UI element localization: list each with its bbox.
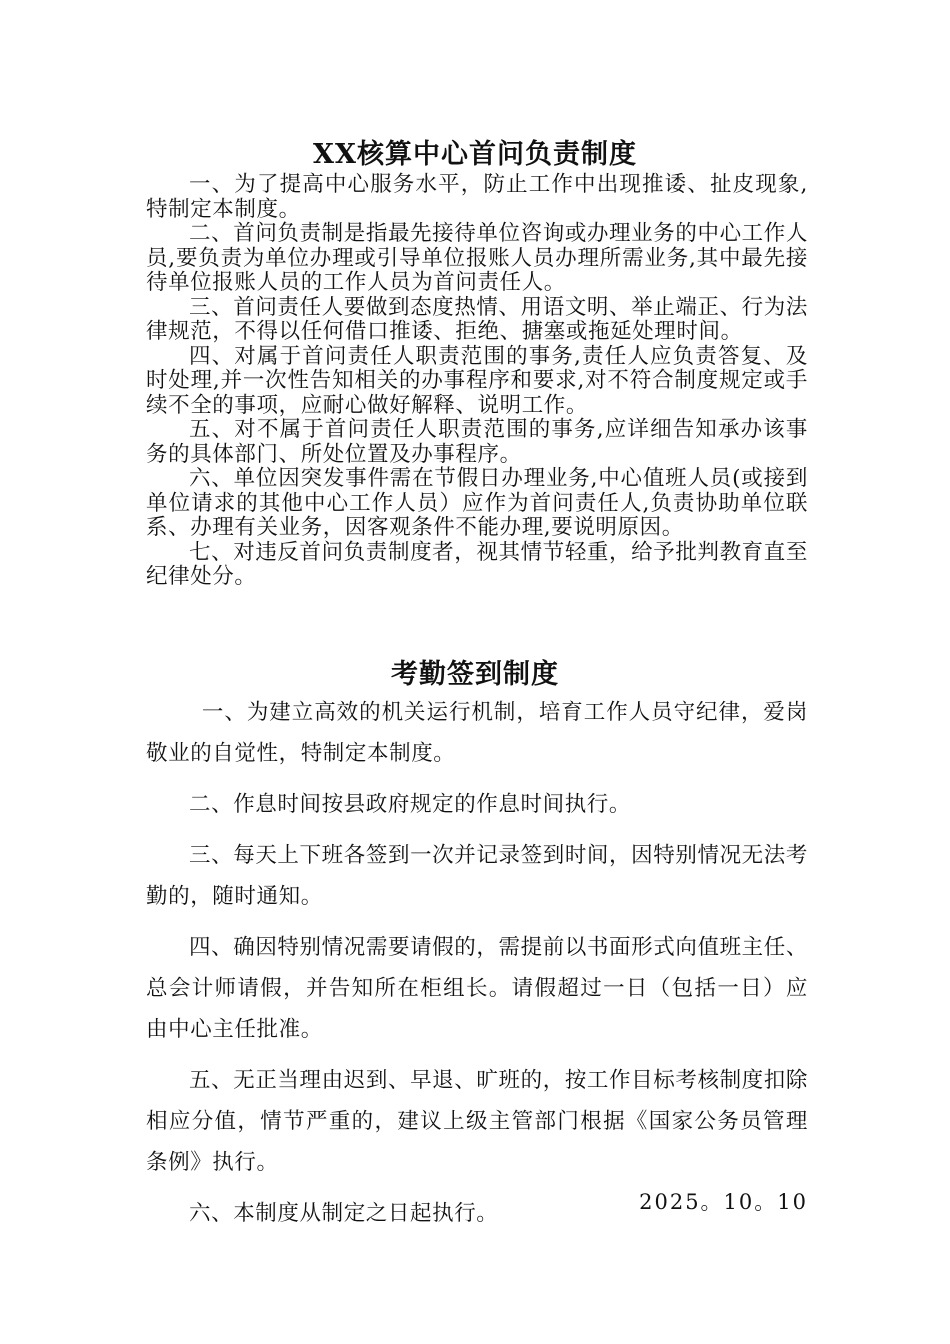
- attendance-clause-3: 三、每天上下班各签到一次并记录签到时间，因特别情况无法考勤的，随时通知。: [146, 843, 808, 909]
- attendance-section: [146, 692, 808, 1244]
- clause-7: 七、对违反首问负责制度者，视其情节轻重，给予批判教育直至纪律处分。: [146, 539, 808, 589]
- attendance-clause-4: 四、确因特别情况需要请假的，需提前以书面形式向值班主任、总会计师请假，并告知所在柜组长。请假超过一日（包括一日）应由中心主任批准。: [146, 935, 808, 1042]
- clause-1: 一、为了提高中心服务水平，防止工作中出现推诿、扯皮现象,特制定本制度。: [146, 172, 808, 222]
- clause-6: 六、单位因突发事件需在节假日办理业务,中心值班人员(或接到单位请求的其他中心工作人员）应作为首问责任人,负责协助单位联系、办理有关业务，因客观条件不能办理,要说明原因。: [146, 466, 808, 540]
- document-title-attendance: 考勤签到制度: [391, 659, 559, 690]
- attendance-clause-5: 五、无正当理由迟到、早退、旷班的，按工作目标考核制度扣除相应分值，情节严重的，建议上级主管部门根据《国家公务员管理条例》执行。: [146, 1068, 808, 1175]
- clause-5: 五、对不属于首问责任人职责范围的事务,应详细告知承办该事务的具体部门、所处位置及办事程序。: [146, 417, 808, 467]
- clause-2: 二、首问负责制是指最先接待单位咨询或办理业务的中心工作人员,要负责为单位办理或引导单位报账人员办理所需业务,其中最先接待单位报账人员的工作人员为首问责任人。: [146, 221, 808, 295]
- attendance-clause-6: 六、本制度从制定之日起执行。: [189, 1201, 499, 1226]
- attendance-clause-1: 一、为建立高效的机关运行机制，培育工作人员守纪律，爱岗敬业的自觉性，特制定本制度。: [146, 700, 808, 766]
- first-responsibility-section: [146, 173, 808, 590]
- attendance-clause-2: 二、作息时间按县政府规定的作息时间执行。: [189, 792, 632, 817]
- document-title-first-responsibility: XX核算中心首问负责制度: [313, 139, 637, 170]
- clause-4: 四、对属于首问责任人职责范围的事务,责任人应负责答复、及时处理,并一次性告知相关的办事程序和要求,对不符合制度规定或手续不全的事项，应耐心做好解释、说明工作。: [146, 343, 808, 418]
- document-date: 2025。10。10: [639, 1190, 808, 1214]
- clause-3: 三、首问责任人要做到态度热情、用语文明、举止端正、行为法律规范，不得以任何借口推诿、拒绝、搪塞或拖延处理时间。: [146, 294, 808, 344]
